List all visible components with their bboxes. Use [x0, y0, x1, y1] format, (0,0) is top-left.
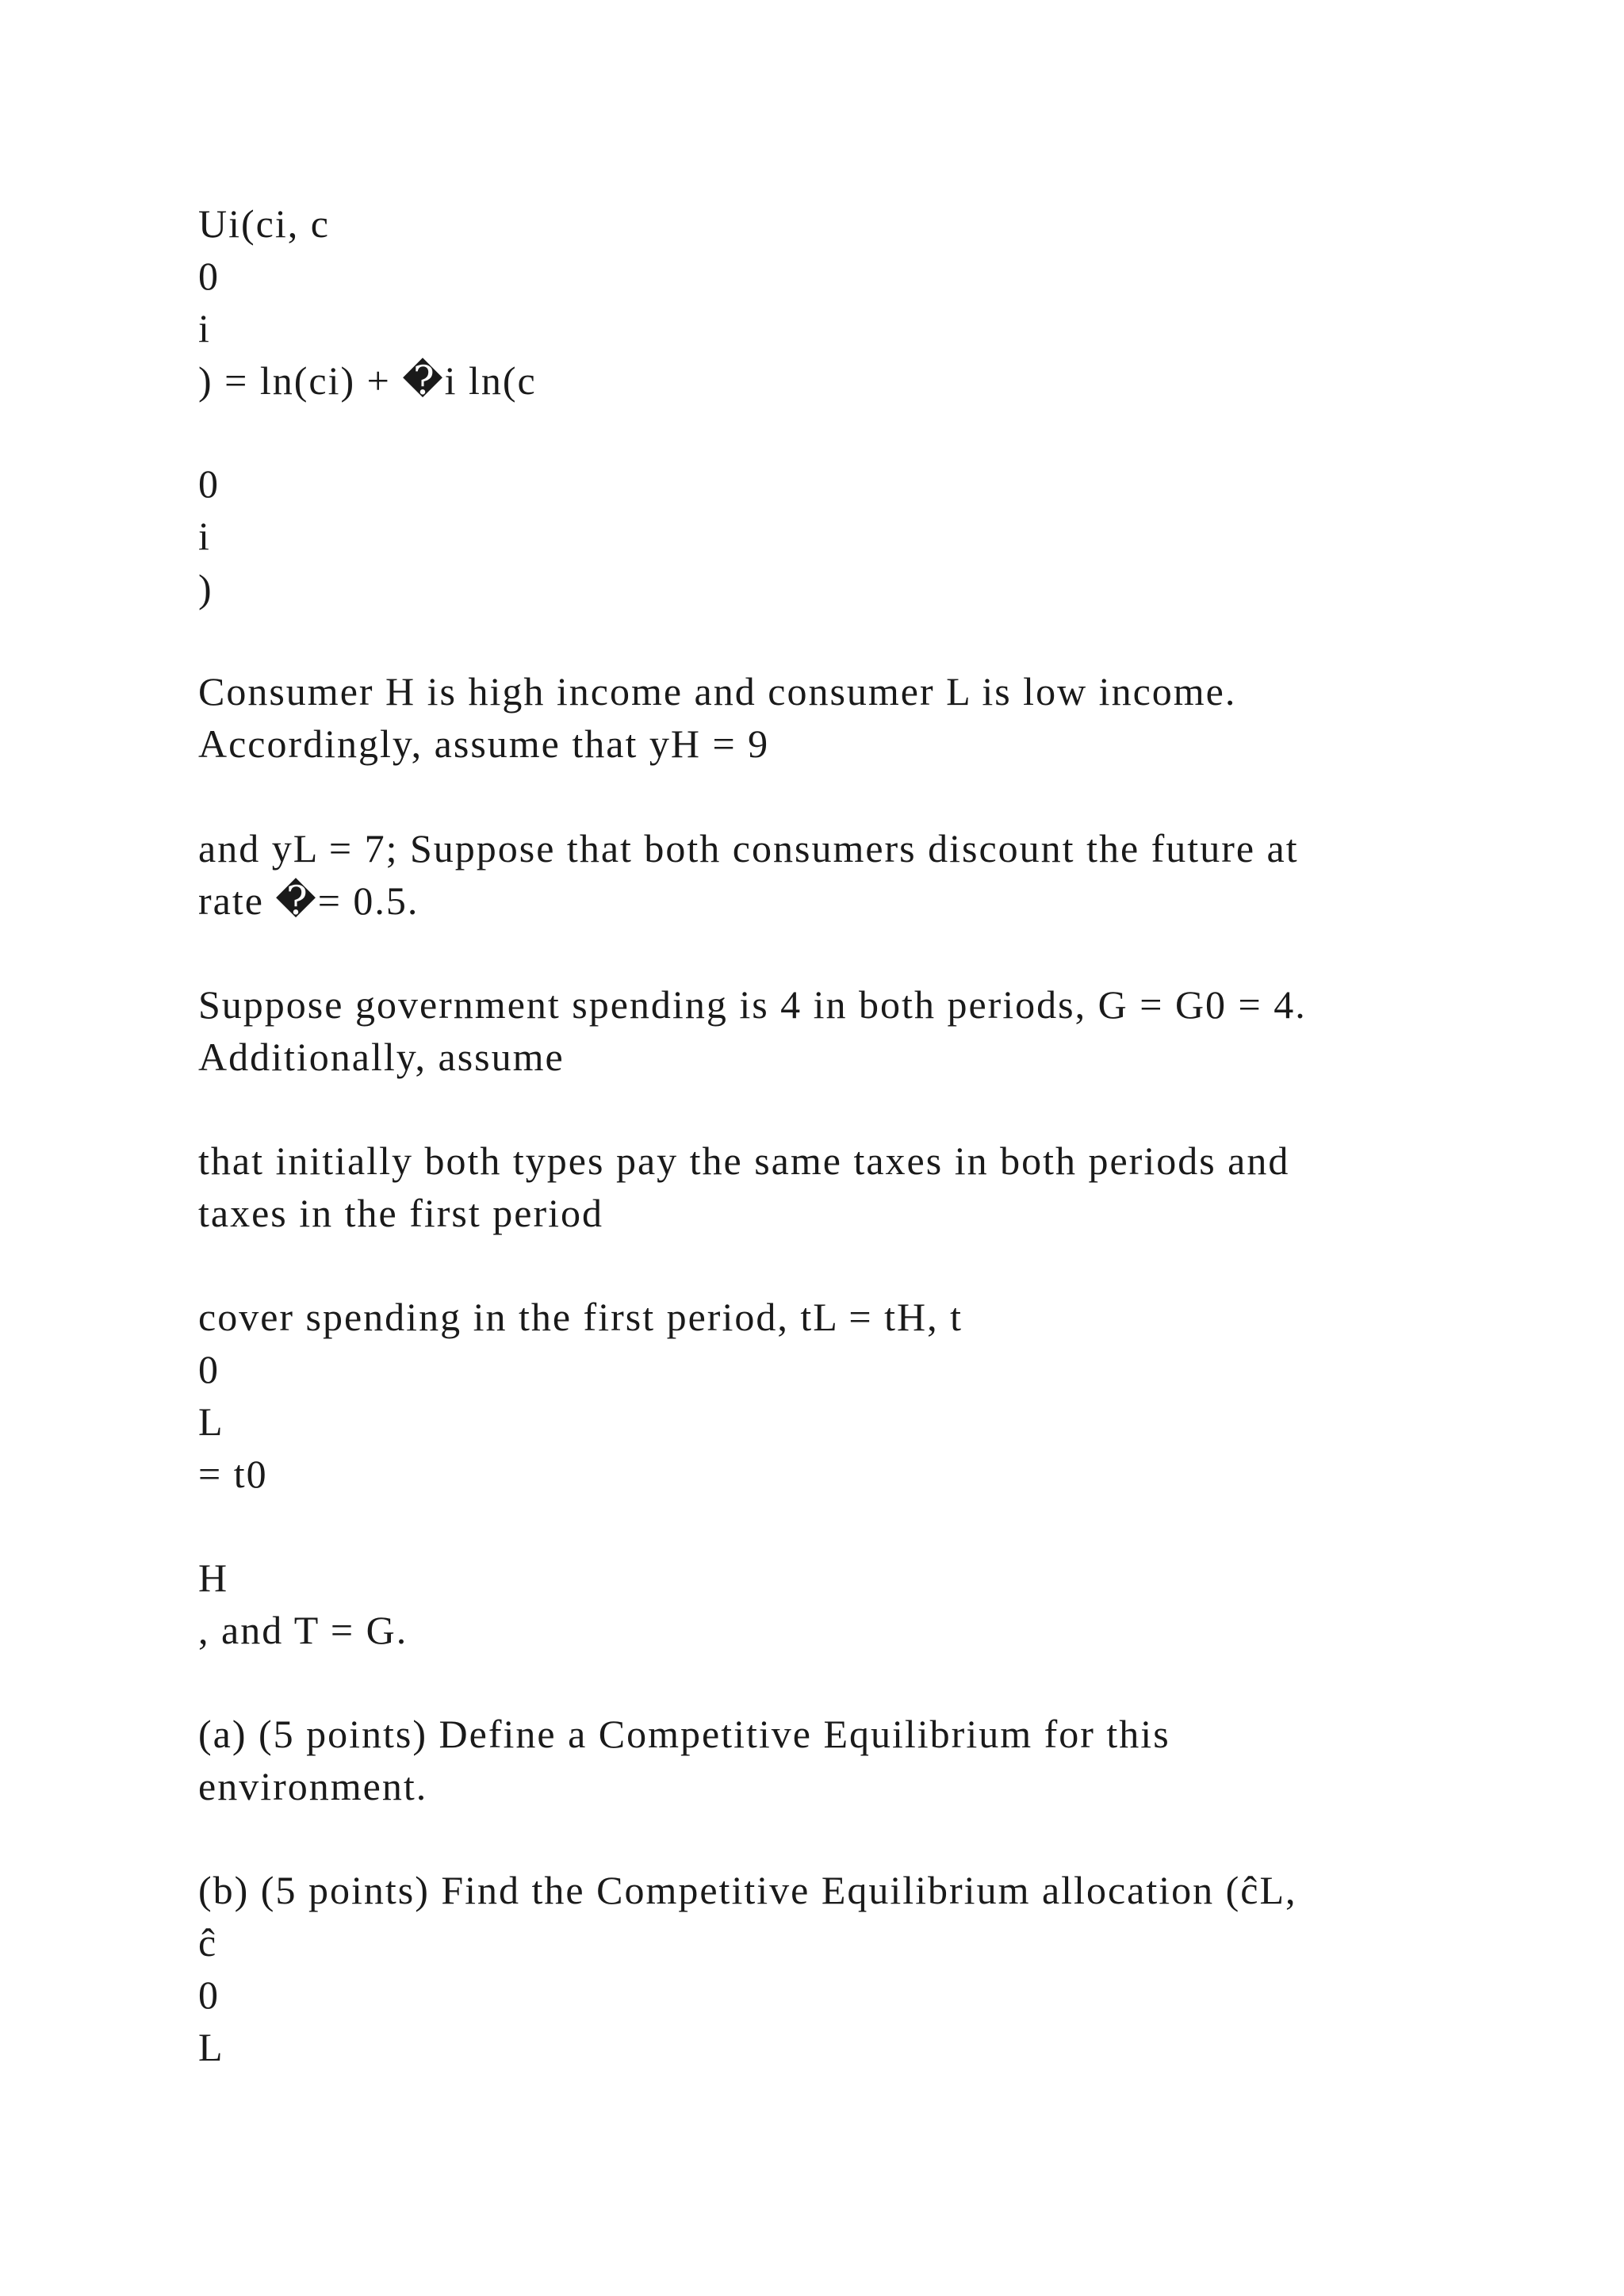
text-line: 0 — [198, 254, 220, 298]
text-line: (a) (5 points) Define a Competitive Equilibrium for this — [198, 1712, 1170, 1756]
text-line: 0 — [198, 1973, 220, 2017]
text-line: L — [198, 2025, 224, 2069]
text-line: (b) (5 points) Find the Competitive Equilibrium allocation (ĉL, — [198, 1868, 1297, 1912]
text-line: and yL = 7; Suppose that both consumers discount the future at — [198, 826, 1299, 871]
text-line: Consumer H is high income and consumer L is low income. — [198, 669, 1237, 714]
text-line: cover spending in the first period, tL = tH, t — [198, 1295, 963, 1339]
text-line: taxes in the first period — [198, 1191, 603, 1235]
text-line: ) = ln(ci) + �i ln(c — [198, 358, 537, 403]
text-line: Additionally, assume — [198, 1035, 565, 1079]
text-line: Accordingly, assume that yH = 9 — [198, 721, 770, 766]
text-line: i — [198, 306, 211, 350]
text-line: ĉ — [198, 1920, 218, 1965]
text-line: that initially both types pay the same taxes in both periods and — [198, 1138, 1290, 1183]
text-line: i — [198, 514, 211, 558]
text-line: 0 — [198, 461, 220, 506]
text-line: rate �= 0.5. — [198, 878, 419, 923]
text-line: Suppose government spending is 4 in both periods, G = G0 = 4. — [198, 982, 1307, 1027]
text-line: = t0 — [198, 1452, 268, 1496]
text-line: L — [198, 1399, 224, 1444]
text-line: ) — [198, 566, 213, 610]
text-line: , and T = G. — [198, 1608, 408, 1652]
text-line: Ui(ci, c — [198, 201, 330, 246]
text-line: 0 — [198, 1347, 220, 1391]
text-line: H — [198, 1556, 229, 1600]
text-line: environment. — [198, 1764, 428, 1808]
